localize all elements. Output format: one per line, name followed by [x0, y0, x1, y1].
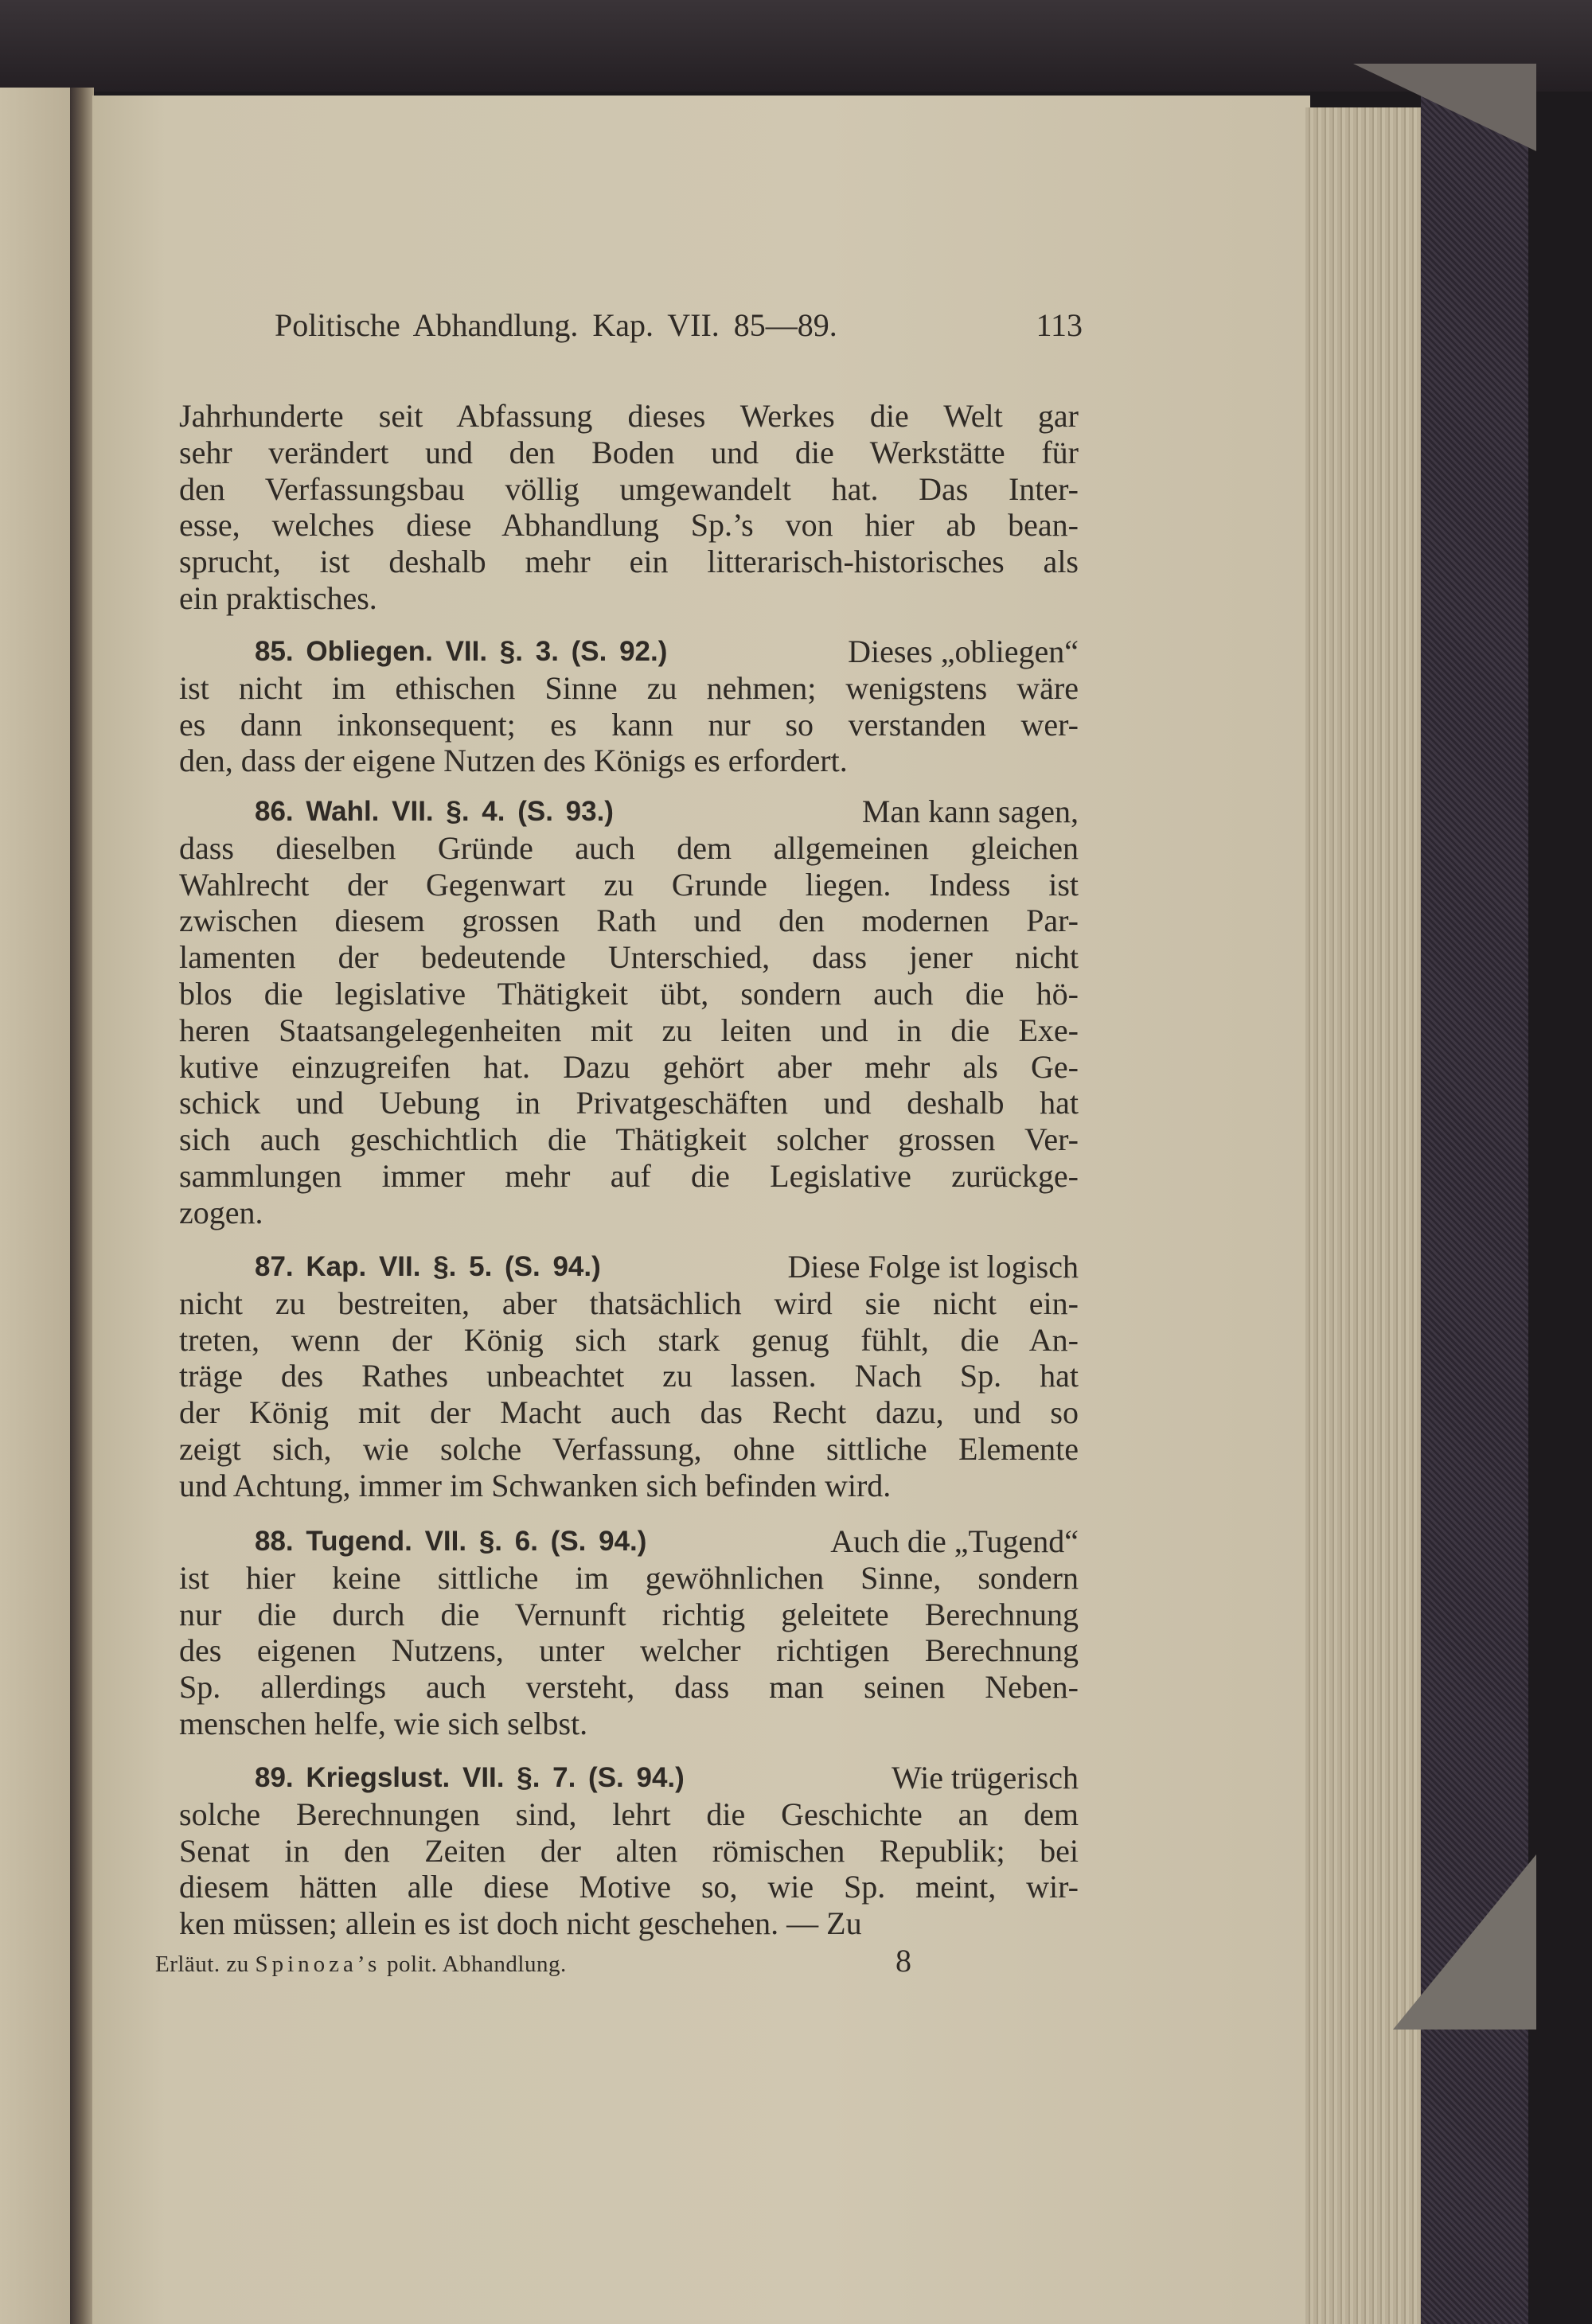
signature-mark: 8: [896, 1943, 911, 1979]
text-line-content: diesem hätten alle diese Motive so, wie Sp. meint, wir-: [179, 1869, 1079, 1905]
text-line: [179, 903, 1079, 939]
text-line-content: sammlungen immer mehr auf die Legislative zurückge-: [179, 1157, 1079, 1194]
text-line: [179, 507, 1079, 544]
text-line-content: blos die legislative Thätigkeit übt, sondern auch die hö-: [179, 975, 1079, 1012]
text-line-content: Senat in den Zeiten der alten römischen Republik; bei: [179, 1832, 1079, 1869]
text-line: [179, 830, 1079, 867]
text-line-content: es dann inkonsequent; es kann nur so verstanden wer-: [179, 706, 1079, 743]
page-number: 113: [1036, 307, 1083, 343]
text-line: [179, 1285, 1079, 1322]
text-line-content: solche Berechnungen sind, lehrt die Geschichte an dem: [179, 1796, 1079, 1832]
text-line: [179, 1394, 1079, 1431]
note-heading: 86. Wahl. VII. §. 4. (S. 93.): [255, 796, 614, 827]
text-line-content: Wie trügerisch: [892, 1760, 1079, 1796]
text-line: [179, 1760, 1079, 1796]
text-line: [179, 1869, 1079, 1905]
text-line: [179, 867, 1079, 903]
text-line: [179, 939, 1079, 976]
paragraph: [179, 1760, 1079, 1942]
page-edges: [1305, 107, 1425, 2324]
note-heading: 88. Tugend. VII. §. 6. (S. 94.): [255, 1526, 647, 1557]
note-heading: 85. Obliegen. VII. §. 3. (S. 92.): [255, 636, 668, 667]
text-line: [179, 1833, 1079, 1870]
text-line-content: den Verfassungsbau völlig umgewandelt hat. Das Inter-: [179, 470, 1079, 507]
text-line-content: zeigt sich, wie solche Verfassung, ohne sittliche Elemente: [179, 1430, 1079, 1467]
facing-page-edge: [0, 88, 73, 2324]
text-line: [179, 1669, 1079, 1706]
paragraph: [179, 1523, 1079, 1742]
paragraph: [179, 634, 1079, 779]
book-cover-top: [0, 0, 1592, 92]
text-line-content: menschen helfe, wie sich selbst.: [179, 1705, 588, 1741]
text-line: [179, 1012, 1079, 1049]
text-line-content: sprucht, ist deshalb mehr ein litterarisch-historisches als: [179, 544, 1079, 580]
text-line-content: des eigenen Nutzens, unter welcher richtigen Berechnung: [179, 1632, 1079, 1669]
text-line-content: den, dass der eigene Nutzen des Königs es erfordert.: [179, 743, 848, 779]
text-line: [179, 1560, 1079, 1597]
note-heading: 87. Kap. VII. §. 5. (S. 94.): [255, 1251, 601, 1282]
text-line-content: kutive einzugreifen hat. Dazu gehört aber mehr als Ge-: [179, 1048, 1079, 1085]
text-line: [179, 976, 1079, 1012]
text-line: [179, 1597, 1079, 1633]
text-line: [179, 1085, 1079, 1121]
text-line: [179, 1632, 1079, 1669]
book-gutter: [70, 88, 94, 2324]
text-line-content: träge des Rathes unbeachtet zu lassen. Nach Sp. hat: [179, 1358, 1079, 1394]
text-line-content: nur die durch die Vernunft richtig geleitete Berechnung: [179, 1596, 1079, 1632]
text-line: [179, 743, 1079, 779]
text-line-content: ist hier keine sittliche im gewöhnlichen Sinne, sondern: [179, 1559, 1079, 1596]
text-line-content: nicht zu bestreiten, aber thatsächlich wird sie nicht ein-: [179, 1285, 1079, 1321]
text-line-content: Diese Folge ist logisch: [787, 1249, 1079, 1285]
text-line: [179, 1796, 1079, 1833]
text-line-content: ein praktisches.: [179, 579, 377, 616]
text-line-content: Auch die „Tugend“: [830, 1523, 1079, 1559]
text-line: [179, 634, 1079, 670]
text-line: [179, 398, 1079, 435]
text-line: [179, 471, 1079, 508]
text-line: [179, 1249, 1079, 1285]
footer-suffix: polit. Abhandlung.: [387, 1952, 567, 1977]
text-line: [179, 1905, 1079, 1942]
text-line-content: Man kann sagen,: [861, 794, 1079, 829]
text-line: [179, 707, 1079, 743]
footer-author: Spinoza’s: [255, 1952, 381, 1977]
text-line: [179, 1523, 1079, 1560]
paragraph: [179, 398, 1079, 617]
note-heading: 89. Kriegslust. VII. §. 7. (S. 94.): [255, 1762, 685, 1793]
text-line-content: Sp. allerdings auch versteht, dass man seinen Neben-: [179, 1669, 1079, 1706]
running-header: [275, 306, 1083, 349]
text-line: [179, 1468, 1079, 1504]
text-line-content: und Achtung, immer im Schwanken sich befinden wird.: [179, 1467, 892, 1503]
text-line-content: heren Staatsangelegenheiten mit zu leiten und in die Exe-: [179, 1012, 1079, 1048]
text-line: [179, 1195, 1079, 1231]
text-line-content: dass dieselben Gründe auch dem allgemeinen gleichen: [179, 829, 1079, 866]
text-line-content: sehr verändert und den Boden und die Werkstätte für: [179, 434, 1079, 470]
text-line-content: esse, welches diese Abhandlung Sp.’s von hier ab bean-: [179, 507, 1079, 544]
text-line: [179, 580, 1079, 617]
text-line-content: Wahlrecht der Gegenwart zu Grunde liegen. Indess ist: [179, 866, 1079, 903]
text-line: [179, 670, 1079, 707]
paragraph: [179, 794, 1079, 1231]
text-line-content: Dieses „obliegen“: [848, 634, 1079, 669]
text-line: [179, 1049, 1079, 1086]
text-line-content: lamenten der bedeutende Unterschied, dass jener nicht: [179, 939, 1079, 976]
text-line-content: ken müssen; allein es ist doch nicht geschehen. — Zu: [179, 1905, 862, 1942]
text-line: [179, 544, 1079, 580]
text-line: [179, 1158, 1079, 1195]
text-line-content: zogen.: [179, 1194, 263, 1230]
running-title: Politische Abhandlung. Kap. VII. 85—89.: [275, 307, 837, 343]
text-line: [179, 794, 1079, 830]
text-line-content: Jahrhunderte seit Abfassung dieses Werkes die Welt gar: [179, 398, 1079, 434]
text-line-content: treten, wenn der König sich stark genug fühlt, die An-: [179, 1321, 1079, 1358]
text-line: [179, 1431, 1079, 1468]
paragraph: [179, 1249, 1079, 1504]
text-line: [179, 1121, 1079, 1158]
text-line: [179, 1358, 1079, 1394]
text-line-content: ist nicht im ethischen Sinne zu nehmen; wenigstens wäre: [179, 669, 1079, 706]
text-line: [179, 435, 1079, 471]
footer-signature-line: [155, 1952, 567, 1978]
footer-prefix: Erläut. zu: [155, 1952, 249, 1977]
text-line-content: zwischen diesem grossen Rath und den modernen Par-: [179, 903, 1079, 939]
text-line-content: sich auch geschichtlich die Thätigkeit solcher grossen Ver-: [179, 1121, 1079, 1158]
text-line-content: der König mit der Macht auch das Recht dazu, und so: [179, 1394, 1079, 1431]
text-line-content: schick und Uebung in Privatgeschäften und deshalb hat: [179, 1085, 1079, 1121]
text-line: [179, 1706, 1079, 1742]
text-line: [179, 1322, 1079, 1359]
